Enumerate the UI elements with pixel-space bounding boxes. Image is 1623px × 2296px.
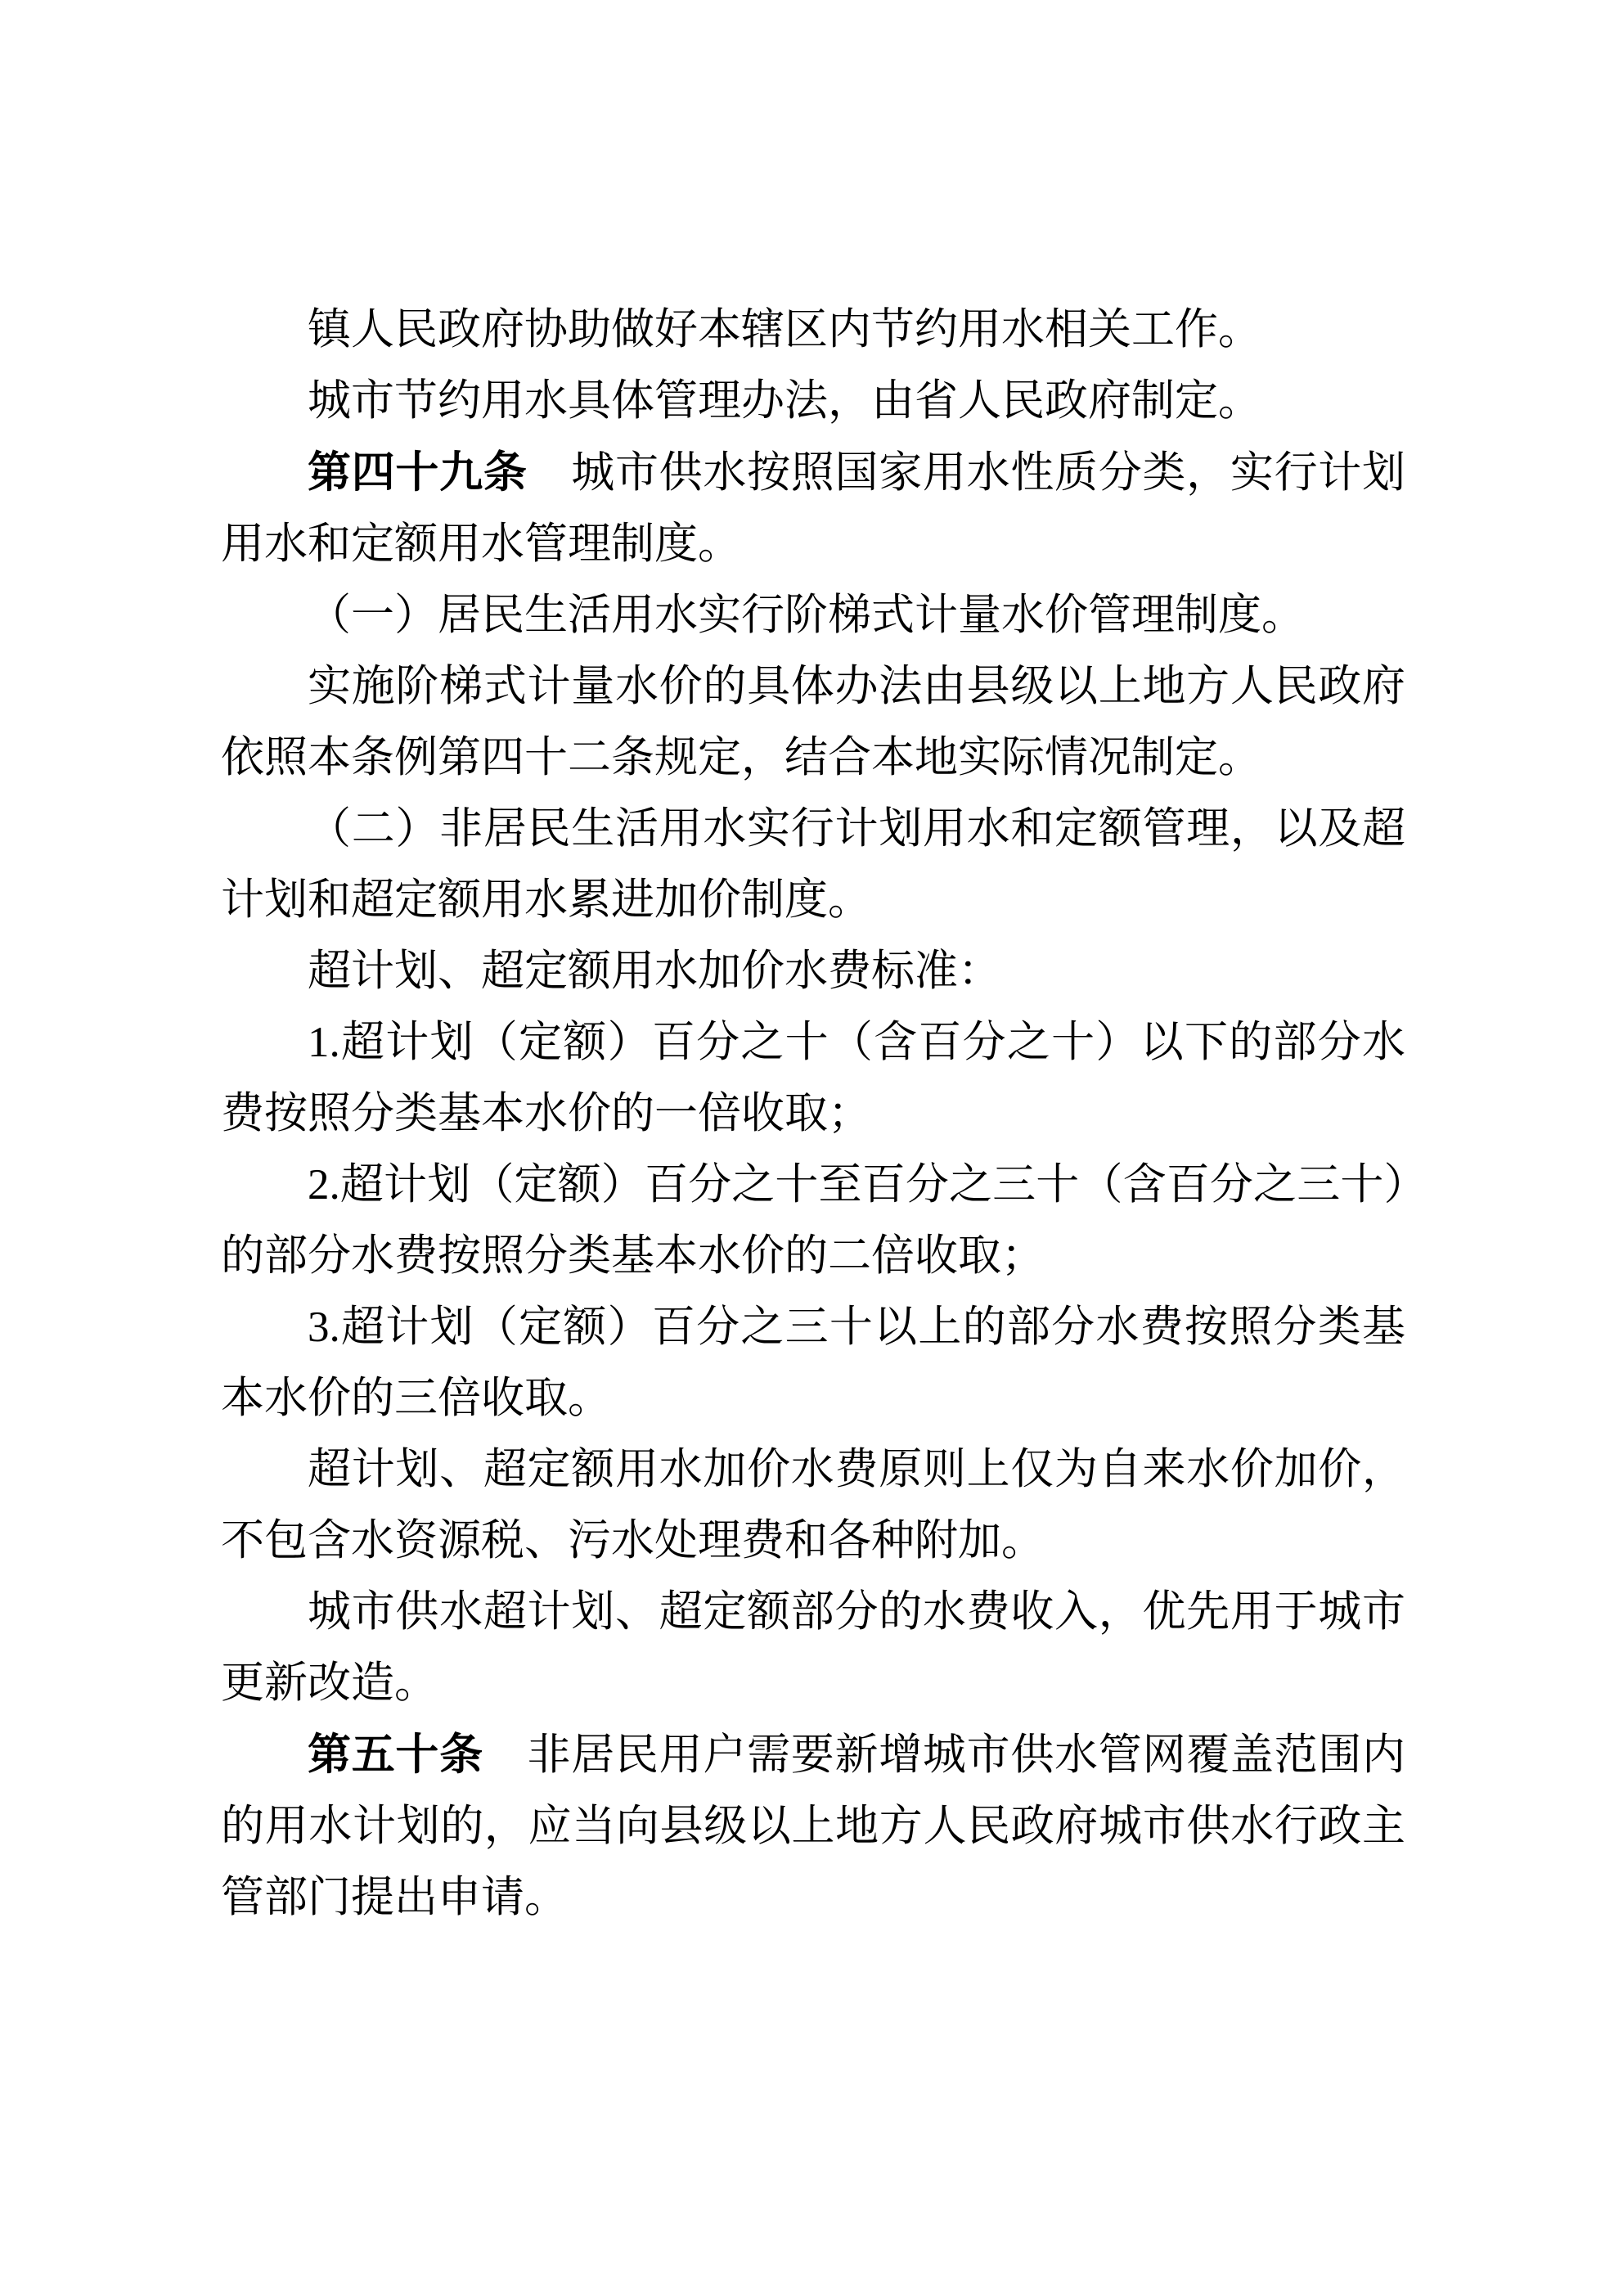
paragraph-2 bbox=[221, 366, 1405, 437]
paragraph-11 bbox=[221, 1434, 1405, 1577]
paragraph-list-2-text: 2.超计划（定额）百分之十至百分之三十（含百分之三十）的部分水费按照分类基本水价的二倍收取； bbox=[221, 1161, 1405, 1280]
paragraph-1-text: 镇人民政府协助做好本辖区内节约用水相关工作。 bbox=[308, 306, 1261, 353]
paragraph-5 bbox=[221, 651, 1405, 794]
paragraph-12 bbox=[221, 1577, 1405, 1719]
paragraph-5-text: 实施阶梯式计量水价的具体办法由县级以上地方人民政府依照本条例第四十二条规定，结合本地实际情况制定。 bbox=[221, 663, 1405, 781]
paragraph-item-2-text: （二）非居民生活用水实行计划用水和定额管理，以及超计划和超定额用水累进加价制度。 bbox=[221, 805, 1405, 924]
article-50-label: 第五十条 bbox=[308, 1731, 483, 1779]
paragraph-list-2 bbox=[221, 1150, 1405, 1292]
paragraph-item-1-text: （一）居民生活用水实行阶梯式计量水价管理制度。 bbox=[308, 592, 1305, 639]
paragraph-article-50 bbox=[221, 1719, 1405, 1934]
paragraph-list-1 bbox=[221, 1007, 1405, 1150]
paragraph-12-text: 城市供水超计划、超定额部分的水费收入，优先用于城市更新改造。 bbox=[221, 1588, 1405, 1707]
paragraph-7 bbox=[221, 936, 1405, 1007]
document-body-text bbox=[221, 295, 1405, 1934]
paragraph-7-text: 超计划、超定额用水加价水费标准： bbox=[308, 948, 1001, 995]
paragraph-item-1 bbox=[221, 580, 1405, 651]
paragraph-1 bbox=[221, 295, 1405, 366]
paragraph-list-1-text: 1.超计划（定额）百分之十（含百分之十）以下的部分水费按照分类基本水价的一倍收取； bbox=[221, 1019, 1405, 1137]
paragraph-2-text: 城市节约用水具体管理办法，由省人民政府制定。 bbox=[308, 377, 1261, 425]
paragraph-11-text: 超计划、超定额用水加价水费原则上仅为自来水价加价，不包含水资源税、污水处理费和各种附加。 bbox=[221, 1446, 1405, 1564]
paragraph-list-3-text: 3.超计划（定额）百分之三十以上的部分水费按照分类基本水价的三倍收取。 bbox=[221, 1303, 1405, 1422]
paragraph-article-49 bbox=[221, 437, 1405, 580]
paragraph-list-3 bbox=[221, 1292, 1405, 1434]
article-49-text: 城市供水按照国家用水性质分类，实行计划用水和定额用水管理制度。 bbox=[221, 449, 1406, 568]
article-50-text: 非居民用户需要新增城市供水管网覆盖范围内的用水计划的，应当向县级以上地方人民政府城市供水行政主管部门提出申请。 bbox=[221, 1731, 1406, 1921]
paragraph-item-2 bbox=[221, 794, 1405, 936]
article-49-label: 第四十九条 bbox=[308, 448, 528, 497]
